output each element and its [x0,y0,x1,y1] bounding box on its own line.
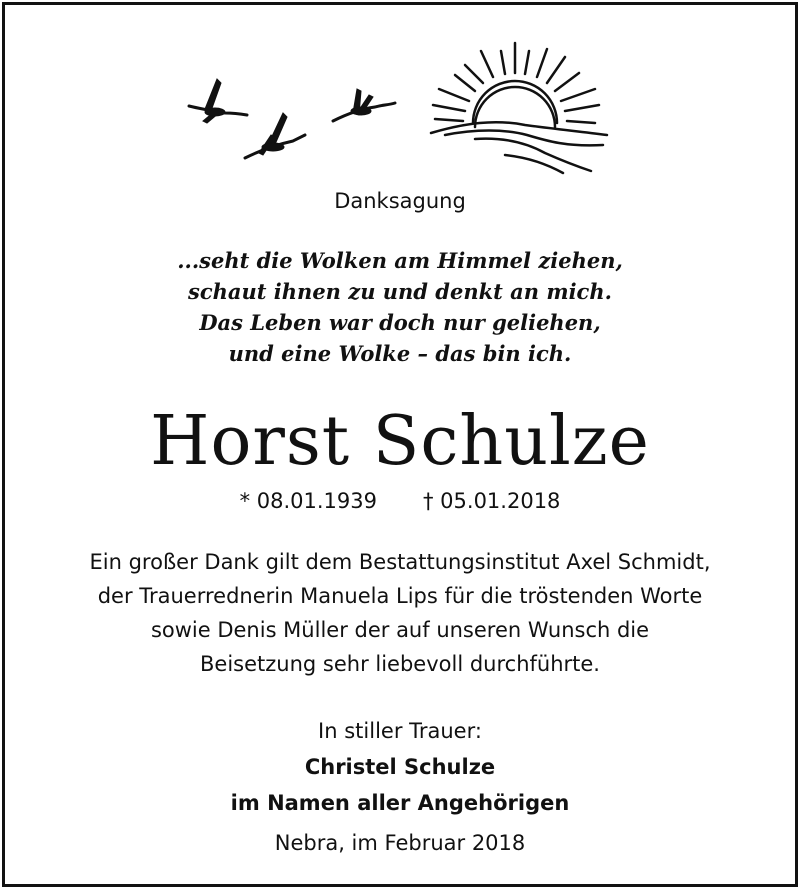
thanks-line: sowie Denis Müller der auf unseren Wunsch die [150,618,650,642]
thanks-text [5,545,795,681]
thanks-line: Beisetzung sehr liebevoll durchführte. [200,652,600,676]
thanks-line: der Trauerrednerin Manuela Lips für die tröstenden Worte [97,584,703,608]
life-dates [5,489,795,513]
sunset-icon [431,43,607,173]
poem [5,245,795,369]
bird-left-icon [189,79,247,123]
death-date: † 05.01.2018 [423,489,561,513]
bird-right-icon [333,89,395,121]
thanks-line: Ein großer Dank gilt dem Bestattungsinstitut Axel Schmidt, [89,550,711,574]
signer-note: im Namen aller Angehörigen [230,791,570,815]
heading: Danksagung [334,189,466,213]
poem-line: ...seht die Wolken am Himmel ziehen, [177,248,623,273]
birds-and-sunset-illustration [175,31,615,181]
birth-date: * 08.01.1939 [239,489,377,513]
closing-block [5,713,795,821]
poem-line: schaut ihnen zu und denkt an mich. [188,279,612,304]
poem-line: und eine Wolke – das bin ich. [228,341,572,366]
obituary-frame [2,2,798,887]
bird-middle-icon [245,113,305,158]
birds-icon [189,79,395,158]
poem-line: Das Leben war doch nur geliehen, [199,310,601,335]
place-date: Nebra, im Februar 2018 [274,831,526,855]
closing-intro: In stiller Trauer: [318,719,482,743]
deceased-name: Horst Schulze [150,402,650,481]
signer-name: Christel Schulze [304,755,496,779]
